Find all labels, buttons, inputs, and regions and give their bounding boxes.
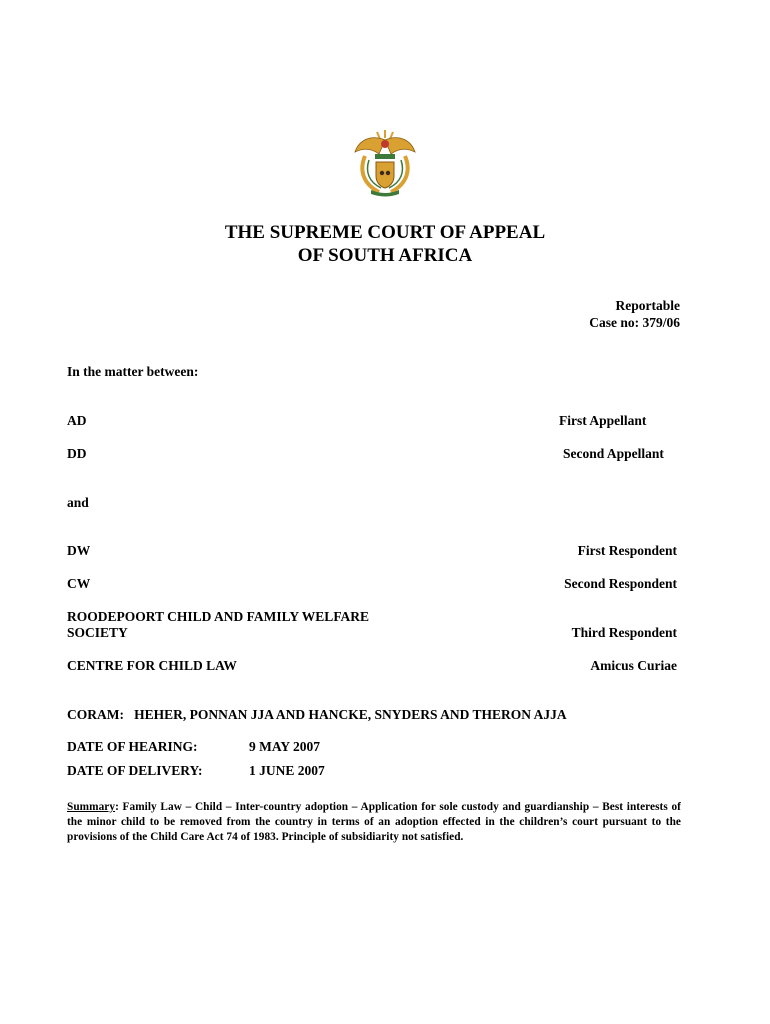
party-role: Third Respondent — [571, 625, 677, 640]
summary-paragraph — [67, 800, 681, 845]
delivery-date-label: DATE OF DELIVERY: — [67, 763, 203, 778]
summary-lead: Summary — [67, 801, 116, 813]
hearing-date-value: 9 MAY 2007 — [249, 739, 321, 754]
party-name: CW — [67, 576, 91, 591]
coram-line: CORAM: HEHER, PONNAN JJA AND HANCKE, SNYDERS AND THERON AJJA — [67, 707, 567, 722]
and-separator: and — [67, 495, 89, 510]
party-role: First Appellant — [559, 413, 647, 428]
party-role: Amicus Curiae — [590, 658, 677, 673]
party-name: DW — [67, 543, 91, 558]
reportable-label: Reportable — [615, 298, 680, 313]
delivery-date-value: 1 JUNE 2007 — [249, 763, 325, 778]
matter-between-label: In the matter between: — [67, 364, 199, 379]
party-role: First Respondent — [577, 543, 677, 558]
party-role: Second Appellant — [563, 446, 664, 461]
court-title-line2: OF SOUTH AFRICA — [297, 245, 473, 266]
hearing-date-label: DATE OF HEARING: — [67, 739, 198, 754]
party-name: DD — [67, 446, 87, 461]
case-number: Case no: 379/06 — [589, 315, 680, 330]
court-title-line1: THE SUPREME COURT OF APPEAL — [224, 222, 546, 243]
party-name-line2: SOCIETY — [67, 625, 128, 640]
party-role: Second Respondent — [564, 576, 677, 591]
party-name: AD — [67, 413, 87, 428]
summary-text: : Family Law – Child – Inter-country adoption – Application for sole custody and guardianship – Best interests of the minor child to be removed from the country in terms of an adoption effected in the children’s court pursuant to the provisions of the Child Care Act 74 of 1983. Principle of subsidiarity not satisfied. — [67, 801, 681, 843]
party-name: CENTRE FOR CHILD LAW — [67, 658, 237, 673]
party-name-line1: ROODEPOORT CHILD AND FAMILY WELFARE — [67, 609, 370, 624]
coat-of-arms-icon — [349, 126, 421, 198]
